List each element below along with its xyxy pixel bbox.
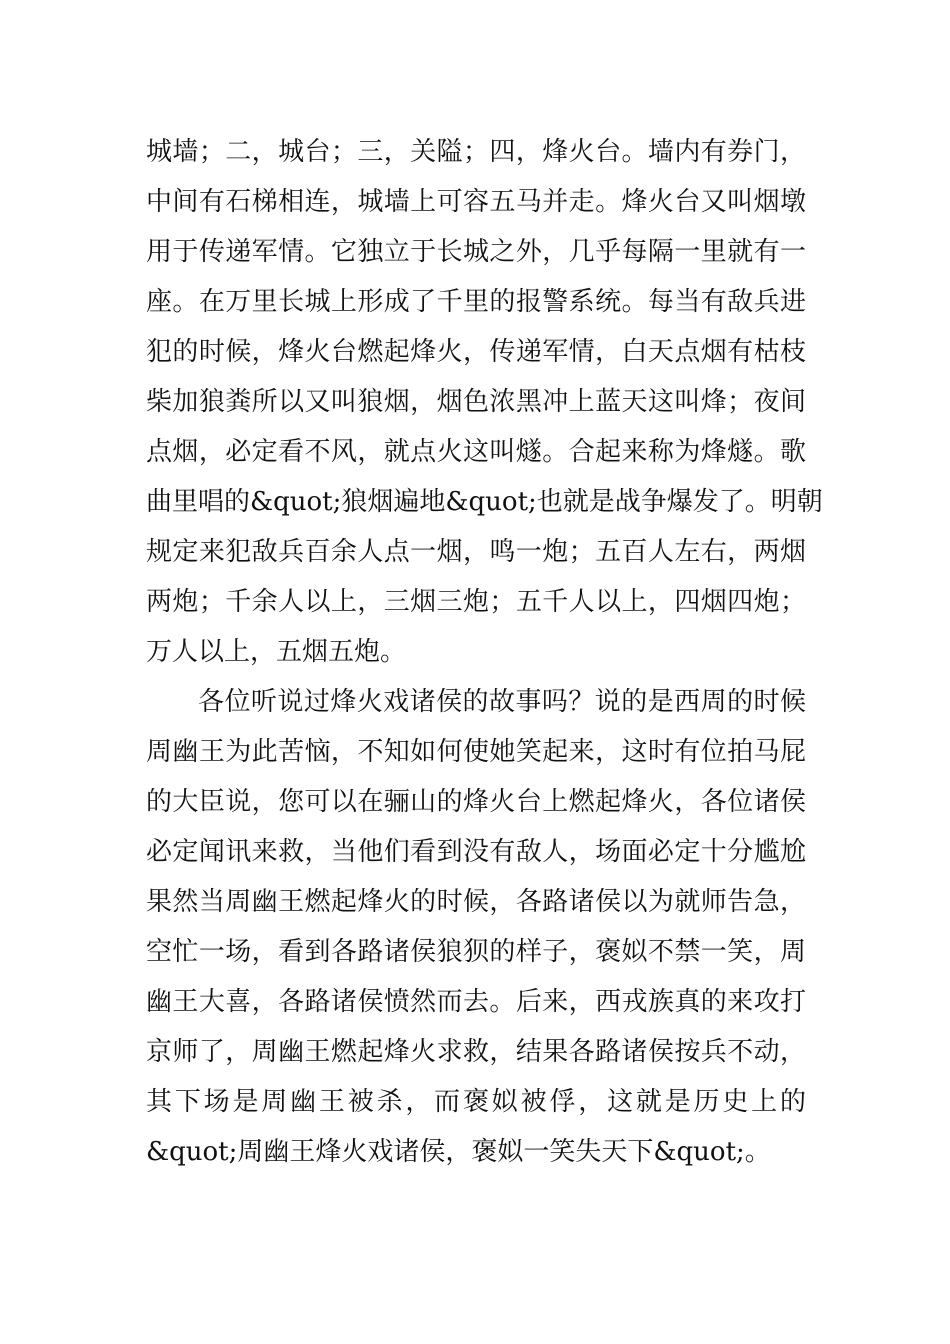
document-body <box>146 127 823 1177</box>
text-line: 用于传递军情。它独立于长城之外，几乎每隔一里就有一 <box>146 237 806 267</box>
text-line: 其下场是周幽王被杀，而褒姒被俘，这就是历史上的 <box>146 1087 806 1117</box>
text-line: 座。在万里长城上形成了千里的报警系统。每当有敌兵进 <box>146 287 806 317</box>
text-line: 空忙一场，看到各路诸侯狼狈的样子，褒姒不禁一笑，周 <box>146 937 806 967</box>
text-line: 果然当周幽王燃起烽火的时候，各路诸侯以为就师告急， <box>146 887 806 917</box>
text-line: 犯的时候，烽火台燃起烽火，传递军情，白天点烟有枯枝 <box>146 337 806 367</box>
text-line: 中间有石梯相连，城墙上可容五马并走。烽火台又叫烟墩 <box>146 187 806 217</box>
text-line: 曲里唱的&quot;狼烟遍地&quot;也就是战争爆发了。明朝 <box>146 487 823 517</box>
text-line: 必定闻讯来救，当他们看到没有敌人，场面必定十分尴尬 <box>146 837 806 867</box>
text-line: 京师了，周幽王燃起烽火求救，结果各路诸侯按兵不动， <box>146 1037 806 1067</box>
text-line: 点烟，必定看不风，就点火这叫燧。合起来称为烽燧。歌 <box>146 437 806 467</box>
text-line: 规定来犯敌兵百余人点一烟，鸣一炮；五百人左右，两烟 <box>146 537 806 567</box>
text-line-first: 各位听说过烽火戏诸侯的故事吗？说的是西周的时候 <box>198 687 806 717</box>
paragraph-beacon-story <box>146 677 806 1177</box>
paragraph-great-wall <box>146 127 823 677</box>
text-line: 两炮；千余人以上，三烟三炮；五千人以上，四烟四炮； <box>146 587 806 617</box>
text-line-last: &quot;周幽王烽火戏诸侯，褒姒一笑失天下&quot;。 <box>146 1137 771 1167</box>
text-line: 周幽王为此苦恼，不知如何使她笑起来，这时有位拍马屁 <box>146 737 806 767</box>
text-line: 幽王大喜，各路诸侯愤然而去。后来，西戎族真的来攻打 <box>146 987 806 1017</box>
text-line: 柴加狼粪所以又叫狼烟，烟色浓黑冲上蓝天这叫烽；夜间 <box>146 387 806 417</box>
text-line: 城墙；二，城台；三，关隘；四，烽火台。墙内有券门， <box>146 137 806 167</box>
text-line: 的大臣说，您可以在骊山的烽火台上燃起烽火，各位诸侯 <box>146 787 806 817</box>
text-line-last: 万人以上，五烟五炮。 <box>146 637 407 667</box>
